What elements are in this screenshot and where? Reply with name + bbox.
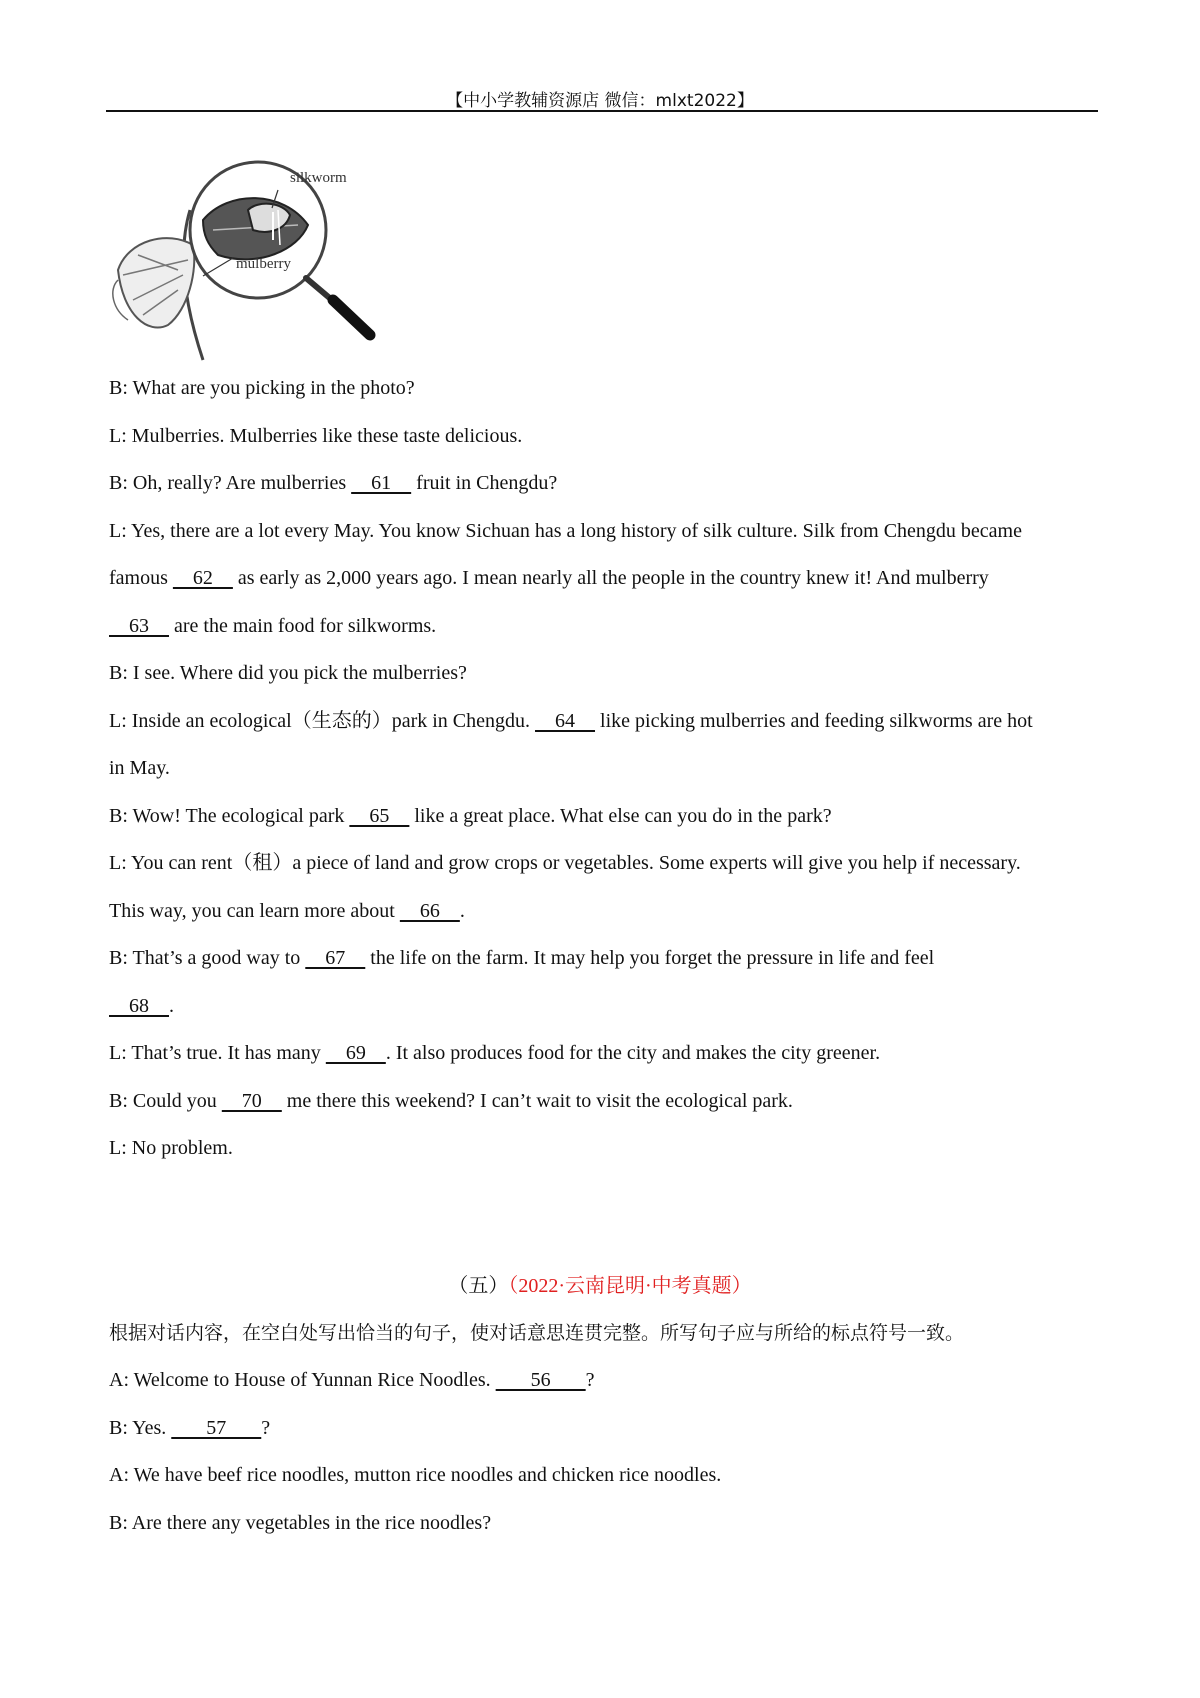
silkworm-mulberry-illustration xyxy=(108,150,408,365)
dialogue-line xyxy=(109,1041,880,1065)
section-source: （2022·云南昆明·中考真题） xyxy=(508,1275,752,1297)
dialogue-text: A: Welcome to House of Yunnan Rice Noodles. xyxy=(109,1369,496,1391)
dialogue-text: B: Yes. xyxy=(109,1416,172,1439)
answer-blank[interactable]: 64 xyxy=(535,709,596,732)
page-header: 【中小学教辅资源店 微信：mlxt2022】 xyxy=(446,91,754,111)
dialogue-text: L: That’s true. It has many xyxy=(109,1042,326,1064)
dialogue-line xyxy=(109,994,174,1018)
dialogue-line xyxy=(109,756,170,780)
dialogue-text: fruit in Chengdu? xyxy=(411,472,558,494)
dialogue-line xyxy=(109,709,1033,733)
dialogue-text: B: That’s a good way to xyxy=(109,947,306,969)
dialogue-line xyxy=(109,614,436,638)
dialogue-line xyxy=(109,376,415,400)
dialogue-text: This way, you can learn more about xyxy=(109,899,400,922)
dialogue-text: . xyxy=(459,899,465,922)
dialogue-line xyxy=(109,519,1022,543)
dialogue-line xyxy=(109,471,557,495)
dialogue-text: like a great place. What else can you do in the park? xyxy=(409,804,832,827)
dialogue-text: L: Inside an ecological（生态的）park in Chengdu. xyxy=(109,709,536,732)
section-five-title xyxy=(0,1274,1200,1298)
answer-blank[interactable]: 62 xyxy=(172,567,233,589)
dialogue-line xyxy=(109,899,465,923)
answer-blank[interactable]: 68 xyxy=(109,994,169,1017)
dialogue-text: ? xyxy=(585,1369,595,1391)
dialogue-text: B: Are there any vegetables in the rice noodles? xyxy=(109,1511,492,1534)
dialogue-text: in May. xyxy=(109,757,170,779)
dialogue-line xyxy=(109,851,1021,875)
answer-blank[interactable]: 66 xyxy=(399,899,460,922)
dialogue-text: L: Mulberries. Mulberries like these taste delicious. xyxy=(109,424,523,447)
dialogue-text: B: I see. Where did you pick the mulberries? xyxy=(109,662,467,684)
header-divider xyxy=(106,110,1098,112)
dialogue-line xyxy=(109,661,467,685)
dialogue-text: L: Yes, there are a lot every May. You know Sichuan has a long history of silk culture. Silk from Chengdu became xyxy=(109,519,1022,542)
dialogue-text: me there this weekend? I can’t wait to visit the ecological park. xyxy=(281,1089,793,1112)
dialogue-text: are the main food for silkworms. xyxy=(169,614,437,637)
answer-blank[interactable]: 57 xyxy=(171,1416,262,1439)
dialogue-line xyxy=(109,1136,233,1160)
answer-blank[interactable]: 61 xyxy=(351,472,412,494)
dialogue-text: A: We have beef rice noodles, mutton rice noodles and chicken rice noodles. xyxy=(109,1464,722,1486)
mulberry-leaf xyxy=(118,238,194,327)
dialogue-line xyxy=(109,424,522,448)
dialogue-text: B: What are you picking in the photo? xyxy=(109,377,415,399)
dialogue-text: like picking mulberries and feeding silkworms are hot xyxy=(595,709,1033,732)
dialogue-line xyxy=(109,946,934,970)
dialogue-text: L: You can rent（租）a piece of land and grow crops or vegetables. Some experts will give you help if necessary. xyxy=(109,852,1021,874)
dialogue-line xyxy=(109,566,989,590)
answer-blank[interactable]: 65 xyxy=(349,804,410,827)
dialogue-line xyxy=(109,1416,270,1440)
dialogue-text: . It also produces food for the city and makes the city greener. xyxy=(385,1042,881,1064)
dialogue-text: . xyxy=(169,994,174,1017)
dialogue-line xyxy=(109,1511,491,1535)
dialogue-text: ? xyxy=(261,1416,271,1439)
label-silkworm: silkworm xyxy=(290,170,347,186)
dialogue-text: B: Could you xyxy=(109,1089,222,1112)
label-mulberry: mulberry xyxy=(236,256,291,272)
section-number: （五） xyxy=(448,1275,509,1297)
answer-blank[interactable]: 70 xyxy=(221,1089,282,1112)
dialogue-text: L: No problem. xyxy=(109,1137,233,1159)
dialogue-text: famous xyxy=(109,567,173,589)
answer-blank[interactable]: 69 xyxy=(325,1042,386,1064)
answer-blank[interactable]: 56 xyxy=(495,1369,586,1391)
section-instruction: 根据对话内容，在空白处写出恰当的句子，使对话意思连贯完整。所写句子应与所给的标点符号一致。 xyxy=(109,1322,965,1344)
dialogue-line xyxy=(109,1368,595,1392)
dialogue-text: B: Oh, really? Are mulberries xyxy=(109,472,352,494)
dialogue-text: as early as 2,000 years ago. I mean nearly all the people in the country knew it! And mulberry xyxy=(232,567,989,589)
dialogue-line xyxy=(109,1089,793,1113)
answer-blank[interactable]: 67 xyxy=(305,947,366,969)
answer-blank[interactable]: 63 xyxy=(109,614,169,637)
dialogue-text: the life on the farm. It may help you forget the pressure in life and feel xyxy=(365,947,935,969)
dialogue-text: B: Wow! The ecological park xyxy=(109,804,350,827)
dialogue-line xyxy=(109,1463,721,1487)
dialogue-line xyxy=(109,804,832,828)
